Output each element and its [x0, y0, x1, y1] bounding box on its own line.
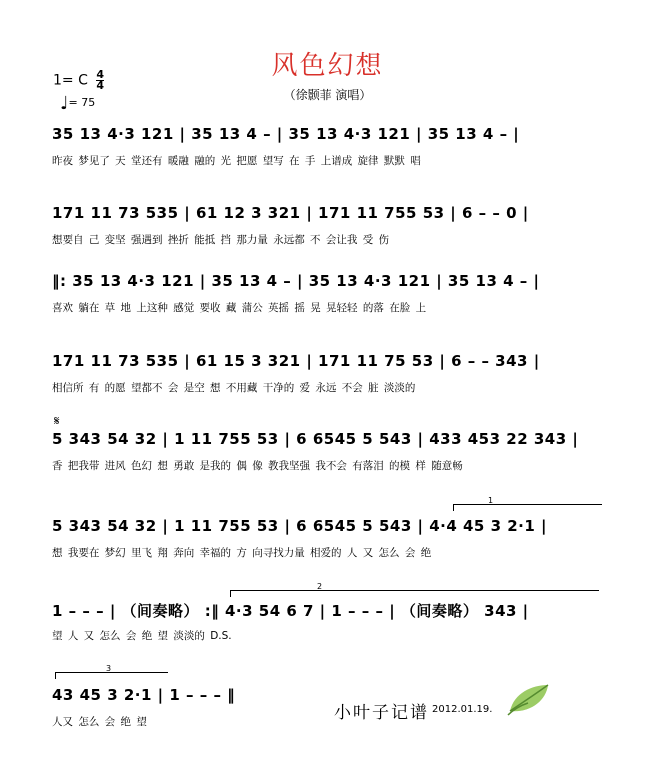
time-top: 4	[96, 68, 104, 81]
time-bottom: 4	[96, 79, 104, 92]
transcription-date: 2012.01.19.	[432, 704, 493, 715]
score-line-6	[0, 517, 655, 562]
tempo-marking	[60, 93, 95, 114]
lyrics-line-7: 望 人 又 怎么 会 绝 望 淡淡的 D.S.	[52, 630, 232, 642]
lyrics-line-1: 昨夜 梦见了 天 堂还有 暖融 融的 光 把愿 望写 在 手 上谱成 旋律 默默 唱	[52, 155, 421, 167]
singer-credit: （徐颢菲 演唱）	[283, 88, 372, 102]
notes-line-3: ‖: 35 13 4·3 121 | 35 13 4 – | 35 13 4·3 121 | 35 13 4 – |	[52, 272, 540, 290]
volta-number-2: 2	[317, 582, 323, 591]
key-signature	[53, 70, 104, 91]
notes-line-5: 5 343 54 32 | 1 11 755 53 | 6 6545 5 543 | 433 453 22 343 |	[52, 430, 579, 448]
lyrics-line-3: 喜欢 躺在 草 地 上这种 感觉 要收 藏 蒲公 英摇 摇 晃 晃轻轻 的落 在脸 上	[52, 302, 427, 314]
lyrics-line-8: 人又 怎么 会 绝 望	[52, 716, 147, 728]
time-signature	[96, 70, 104, 91]
score-line-3	[0, 272, 655, 317]
leaf-icon	[506, 681, 552, 721]
volta-number-3: 3	[106, 664, 112, 673]
key-label: 1= C	[53, 72, 88, 89]
score-line-2	[0, 204, 655, 249]
tempo-value: = 75	[68, 96, 96, 109]
score-line-1	[0, 125, 655, 170]
score-line-8	[0, 686, 655, 731]
notes-line-4: 171 11 73 535 | 61 15 3 321 | 171 11 75 53 | 6 – – 343 |	[52, 352, 540, 370]
score-line-4	[0, 352, 655, 397]
lyrics-line-4: 相信所 有 的愿 望都不 会 是空 想 不用藏 干净的 爱 永远 不会 脏 淡淡的	[52, 382, 416, 394]
score-line-5	[0, 430, 655, 475]
lyrics-line-2: 想要自 己 变坚 强遇到 挫折 能抵 挡 那力量 永远都 不 会让我 受 伤	[52, 234, 390, 246]
lyrics-line-6: 想 我要在 梦幻 里飞 翔 奔向 幸福的 方 向寻找力量 相爱的 人 又 怎么 会 绝	[52, 547, 432, 559]
quarter-note-icon: ♩	[60, 93, 69, 114]
volta-number-1: 1	[488, 496, 494, 505]
volta-bracket-3	[55, 664, 168, 679]
notes-line-7: 1 – – – | （间奏略） :‖ 4·3 54 6 7 | 1 – – – | （间奏略） 343 |	[52, 602, 529, 620]
notes-line-8: 43 45 3 2·1 | 1 – – – ‖	[52, 686, 236, 704]
notes-line-1: 35 13 4·3 121 | 35 13 4 – | 35 13 4·3 121 | 35 13 4 – |	[52, 125, 520, 143]
segno-sign: 𝄋	[54, 414, 60, 429]
song-title: 风色幻想	[271, 51, 384, 81]
notes-line-6: 5 343 54 32 | 1 11 755 53 | 6 6545 5 543 | 4·4 45 3 2·1 |	[52, 517, 548, 535]
score-line-7	[0, 600, 655, 645]
transcriber-signature: 小叶子记谱	[334, 703, 429, 723]
volta-bracket-2	[230, 582, 599, 597]
lyrics-line-5: 香 把我带 进风 色幻 想 勇敢 是我的 偶 像 教我坚强 我不会 有落泪 的模 样 随意畅	[52, 460, 463, 472]
volta-bracket-1	[453, 496, 602, 511]
notes-line-2: 171 11 73 535 | 61 12 3 321 | 171 11 755 53 | 6 – – 0 |	[52, 204, 529, 222]
